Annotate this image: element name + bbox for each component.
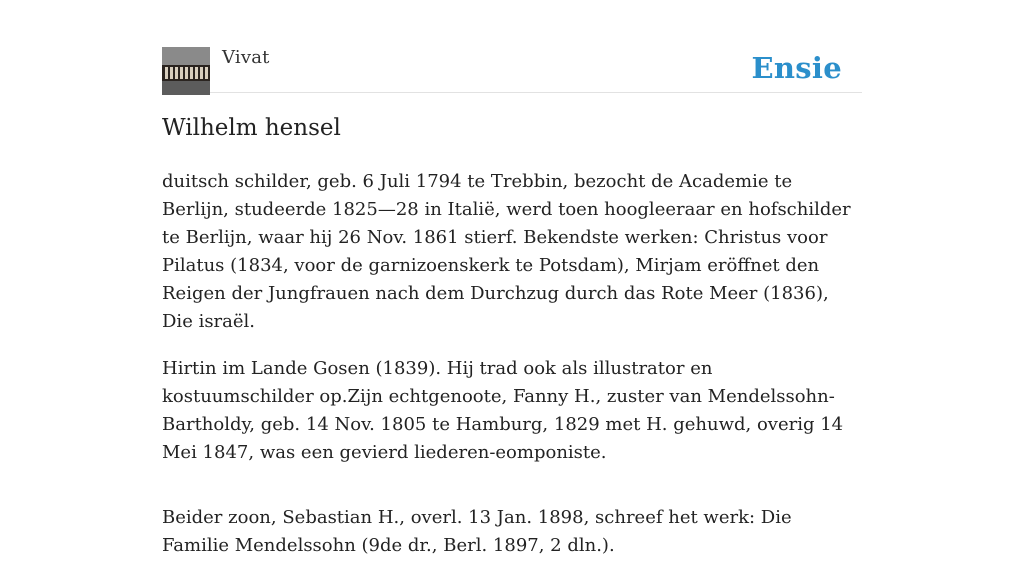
author-avatar[interactable] [162,47,210,95]
page-header [162,46,862,93]
article-paragraph: duitsch schilder, geb. 6 Juli 1794 te Trebbin, bezocht de Academie te Berlijn, studeerde 1825—28 in Italië, werd toen hoogleeraar en hofschilder te Berlijn, waar hij 26 Nov. 1861 stierf. Bekendste werken: Christus voor Pilatus (1834, voor de garnizoenskerk te Potsdam), Mirjam eröffnet den Reigen der Jungfrauen nach dem Durchzug durch das Rote Meer (1836), Die israël. [162,171,851,332]
author-name[interactable]: Vivat [222,47,270,68]
page-title: Wilhelm hensel [162,115,341,141]
article-paragraph: Hirtin im Lande Gosen (1839). Hij trad ook als illustrator en kostuumschilder op.Zijn echtgenoote, Fanny H., zuster van Mendelssohn-Bartholdy, geb. 14 Nov. 1805 te Hamburg, 1829 met H. gehuwd, overig 14 Mei 1847, was een gevierd liederen-eomponiste. [162,358,844,463]
brand-logo[interactable]: Ensie [751,51,842,85]
article-body [162,168,862,579]
article-paragraph: Beider zoon, Sebastian H., overl. 13 Jan. 1898, schreef het werk: Die Familie Mendelssohn (9de dr., Berl. 1897, 2 dln.). [162,507,792,556]
typewriter-keys-icon [162,47,210,95]
